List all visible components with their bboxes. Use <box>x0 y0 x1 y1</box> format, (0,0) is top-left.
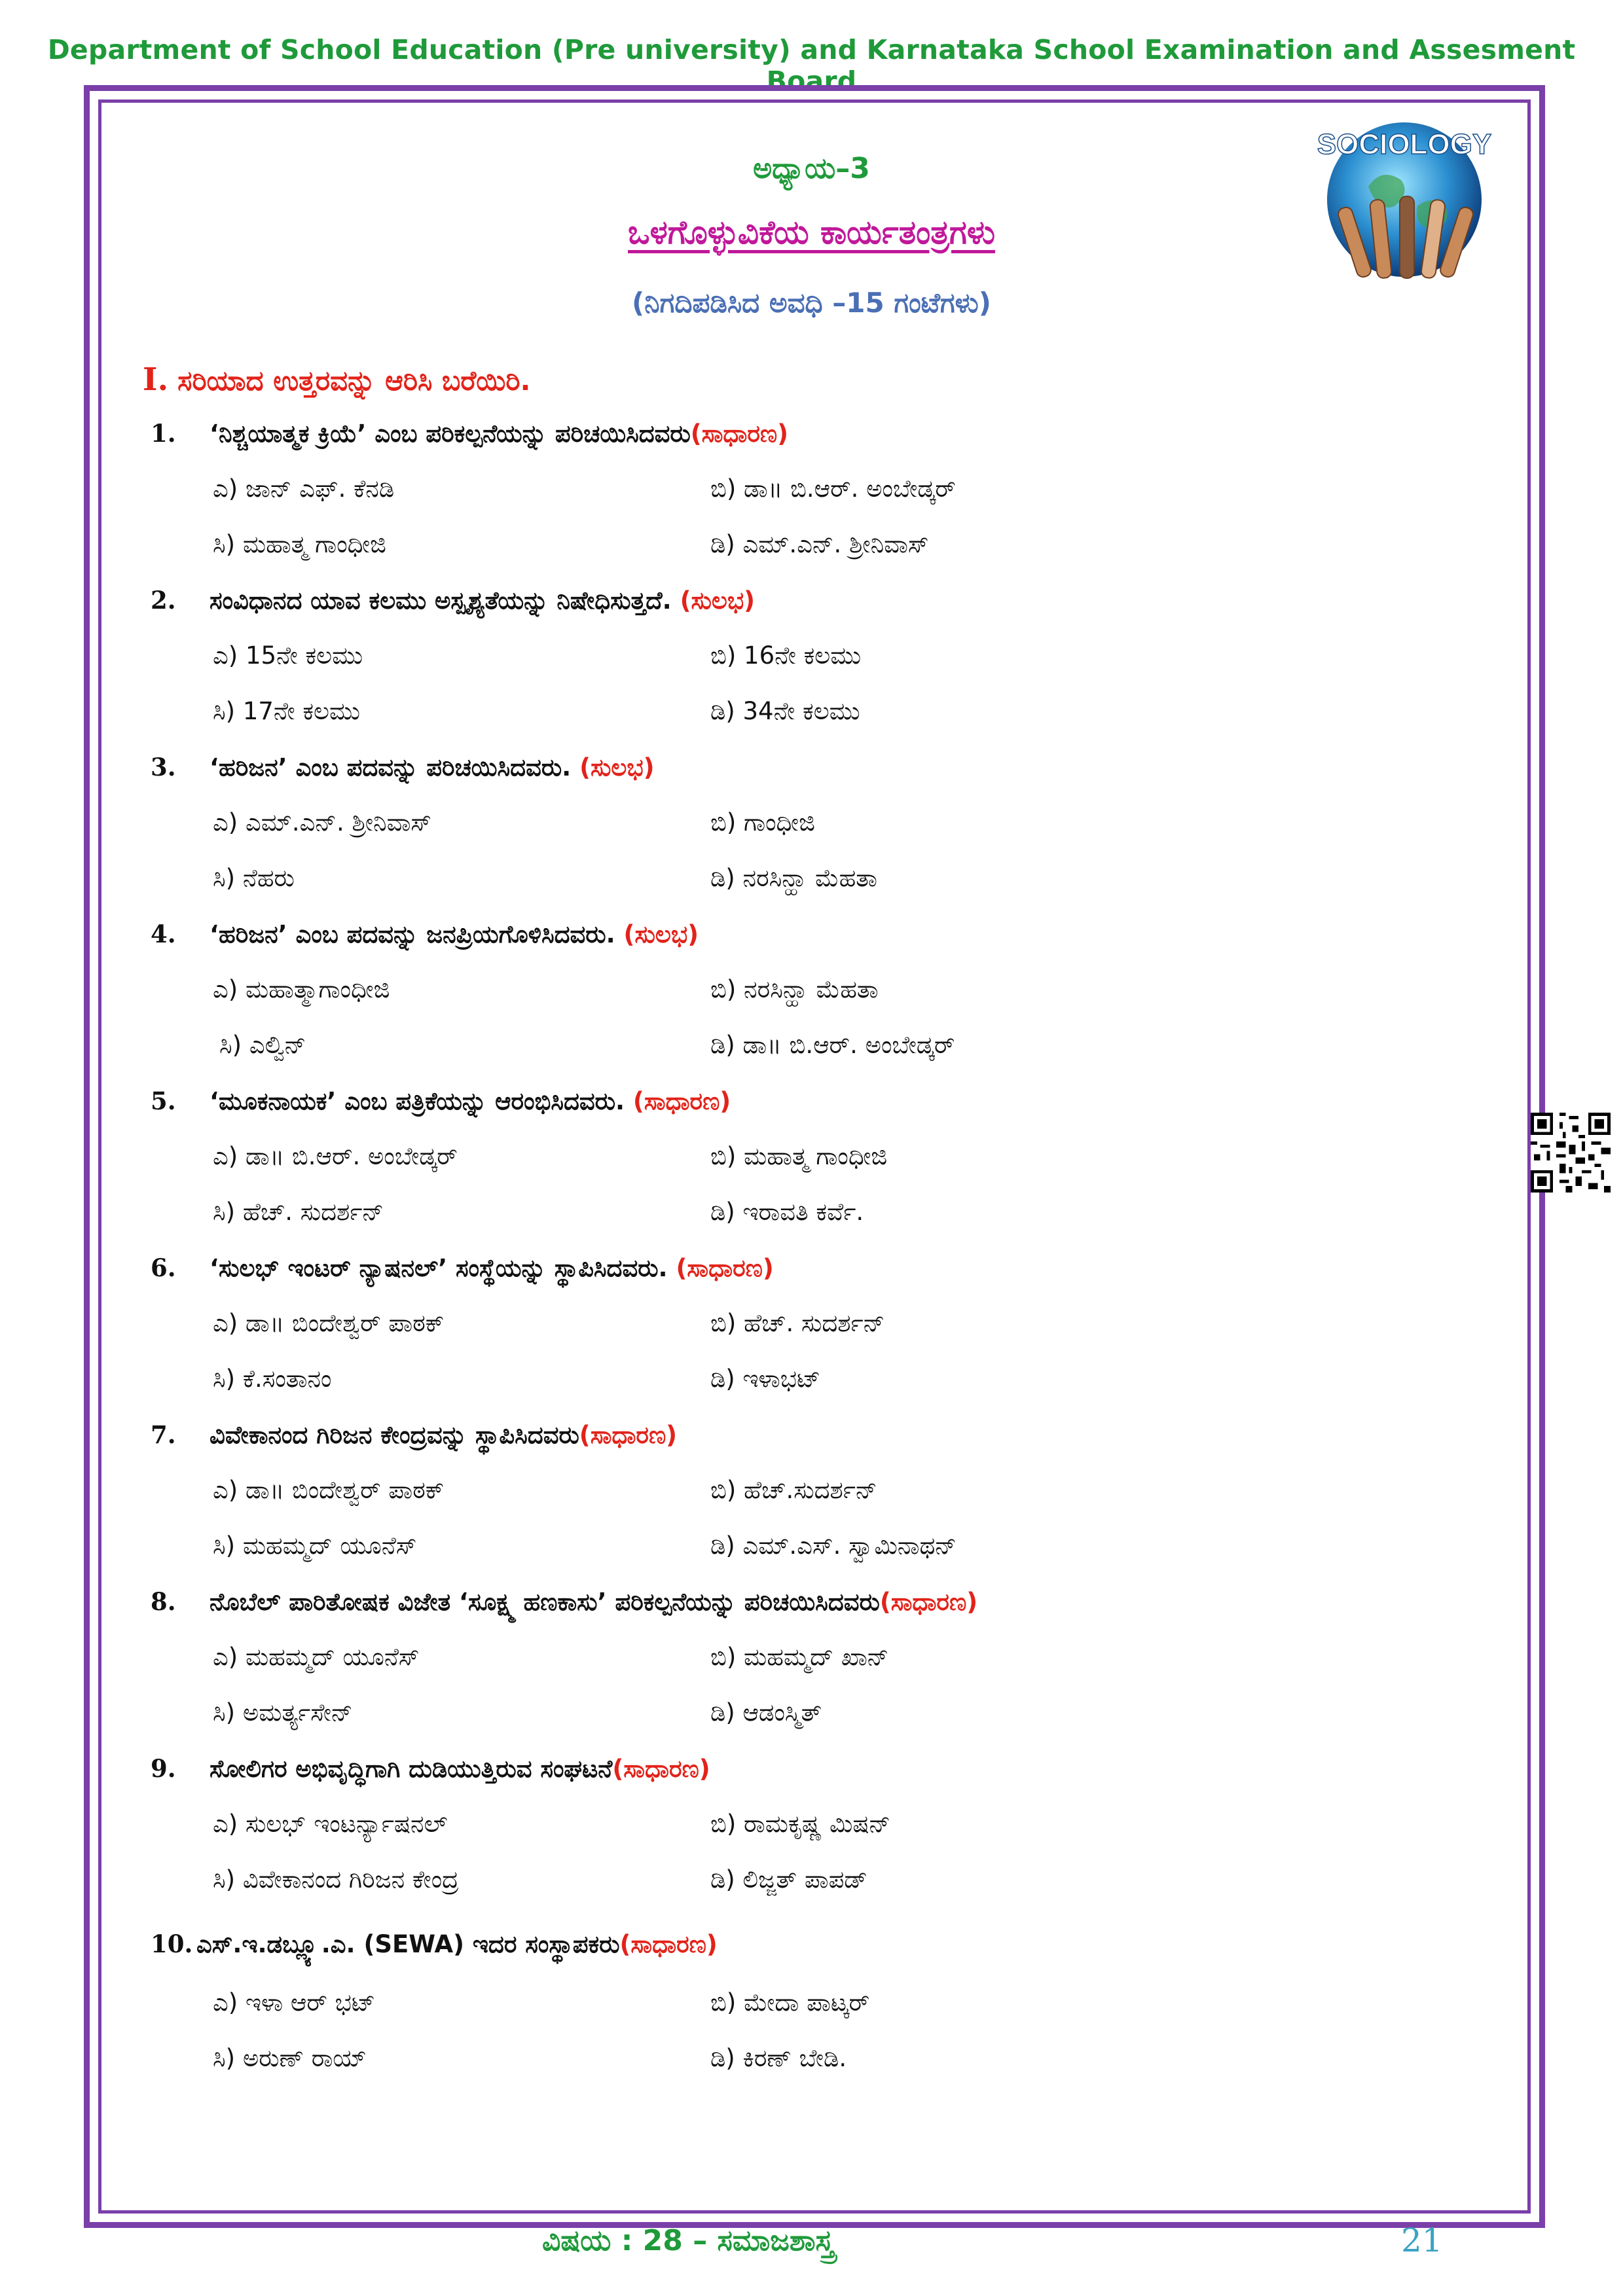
option-a: ಎ) ಎಮ್.ಎನ್. ಶ್ರೀನಿವಾಸ್ <box>213 808 432 836</box>
question <box>151 1754 1460 1784</box>
option-d: ಡಿ) ನರಸಿನ್ಹಾ ಮೆಹತಾ <box>710 864 877 892</box>
question <box>151 419 1460 448</box>
question-text: ‘ಹರಿಜನ’ ಎಂಬ ಪದವನ್ನು ಪರಿಚಯಿಸಿದವರು. <box>210 753 580 781</box>
question <box>151 1253 1460 1283</box>
option-b: ಬಿ) ರಾಮಕೃಷ್ಣ ಮಿಷನ್ <box>710 1810 891 1838</box>
difficulty-label: (ಸುಲಭ) <box>623 920 699 948</box>
footer-subject: ವಿಷಯ : 28 – ಸಮಾಜಶಾಸ್ತ್ರ <box>542 2224 834 2257</box>
option-d: ಡಿ) ಇರಾವತಿ ಕರ್ವೆ. <box>710 1198 864 1226</box>
difficulty-label: (ಸಾಧಾರಣ) <box>612 1755 710 1783</box>
option-b: ಬಿ) ನರಸಿನ್ಹಾ ಮೆಹತಾ <box>710 975 879 1003</box>
difficulty-label: (ಸುಲಭ) <box>579 753 655 781</box>
chapter-duration: (ನಿಗದಿಪಡಿಸಿದ ಅವಧಿ –15 ಗಂಟೆಗಳು) <box>632 287 991 319</box>
option-d: ಡಿ) ಎಮ್.ಎಸ್. ಸ್ವಾಮಿನಾಥನ್ <box>710 1532 957 1560</box>
question-number: 2. <box>151 586 176 615</box>
option-b: ಬಿ) ಮಹಾತ್ಮ ಗಾಂಧೀಜಿ <box>710 1142 888 1170</box>
option-c: ಸಿ) ಹೆಚ್. ಸುದರ್ಶನ್ <box>213 1198 384 1226</box>
section-instruction: ಸರಿಯಾದ ಉತ್ತರವನ್ನು ಆರಿಸಿ ಬರೆಯಿರಿ. <box>177 365 531 397</box>
question-text: ಸಂವಿಧಾನದ ಯಾವ ಕಲಮು ಅಸ್ಪೃಶ್ಯತೆಯನ್ನು ನಿಷೇಧಿಸುತ್ತದೆ. <box>210 586 680 615</box>
option-d: ಡಿ) ಕಿರಣ್ ಬೇಡಿ. <box>710 2044 847 2072</box>
qr-code[interactable] <box>1531 1113 1611 1193</box>
option-b: ಬಿ) ಹೆಚ್.ಸುದರ್ಶನ್ <box>710 1476 877 1504</box>
option-b: ಬಿ) ಮೇದಾ ಪಾಟ್ಕರ್ <box>710 1988 870 2017</box>
question-number: 5. <box>151 1086 176 1115</box>
option-b: ಬಿ) ಗಾಂಧೀಜಿ <box>710 808 815 836</box>
question-text: ಸೋಲಿಗರ ಅಭಿವೃದ್ಧಿಗಾಗಿ ದುಡಿಯುತ್ತಿರುವ ಸಂಘಟನೆ <box>210 1755 613 1783</box>
question-text: ವಿವೇಕಾನಂದ ಗಿರಿಜನ ಕೇಂದ್ರವನ್ನು ಸ್ಥಾಪಿಸಿದವರು <box>210 1421 579 1449</box>
question <box>151 1086 1460 1116</box>
option-a: ಎ) ಮಹಮ್ಮದ್ ಯೂನೆಸ್ <box>213 1643 420 1671</box>
difficulty-label: (ಸಾಧಾರಣ) <box>676 1254 774 1282</box>
question-number: 1. <box>151 419 176 448</box>
option-a: ಎ) 15ನೇ ಕಲಮು <box>213 641 363 670</box>
option-c: ಸಿ) ವಿವೇಕಾನಂದ ಗಿರಿಜನ ಕೇಂದ್ರ <box>213 1865 459 1893</box>
option-a: ಎ) ಡಾ॥ ಬಿಂದೇಶ್ವರ್ ಪಾಠಕ್ <box>213 1476 445 1504</box>
option-c: ಸಿ) ಮಹಮ್ಮದ್ ಯೂನೆಸ್ <box>213 1532 417 1560</box>
question <box>151 1420 1460 1450</box>
option-a: ಎ) ಡಾ॥ ಬಿ.ಆರ್. ಅಂಬೇಡ್ಕರ್ <box>213 1142 458 1170</box>
question-number: 10. <box>151 1929 193 1958</box>
option-d: ಡಿ) 34ನೇ ಕಲಮು <box>710 697 860 725</box>
chapter-number: ಅಧ್ಯಾಯ–3 <box>753 152 870 185</box>
section-roman: I. <box>143 361 169 398</box>
question <box>151 1929 1460 1959</box>
question-text: ನೊಬೆಲ್ ಪಾರಿತೋಷಕ ವಿಜೇತ ‘ಸೂಕ್ಷ್ಮ ಹಣಕಾಸು’ ಪರಿಕಲ್ಪನೆಯನ್ನು ಪರಿಚಯಿಸಿದವರು <box>210 1588 880 1616</box>
difficulty-label: (ಸುಲಭ) <box>680 586 756 615</box>
question-number: 8. <box>151 1587 176 1616</box>
option-a: ಎ) ಸುಲಭ್ ಇಂಟರ್ನ್ಯಾಷನಲ್ <box>213 1810 448 1838</box>
option-a: ಎ) ಡಾ॥ ಬಿಂದೇಶ್ವರ್ ಪಾಠಕ್ <box>213 1309 445 1337</box>
question-text: ಎಸ್.ಇ.ಡಬ್ಲ್ಯೂ.ಎ. (SEWA) ಇದರ ಸಂಸ್ಥಾಪಕರು <box>196 1930 620 1958</box>
question-text: ‘ನಿಶ್ಚಯಾತ್ಮಕ ಕ್ರಿಯೆ’ ಎಂಬ ಪರಿಕಲ್ಪನೆಯನ್ನು ಪರಿಚಯಿಸಿದವರು <box>210 420 691 448</box>
option-d: ಡಿ) ಲಿಜ್ಜತ್ ಪಾಪಡ್ <box>710 1865 867 1893</box>
section-heading <box>143 361 531 398</box>
option-c: ಸಿ) 17ನೇ ಕಲಮು <box>213 697 360 725</box>
option-b: ಬಿ) ಡಾ॥ ಬಿ.ಆರ್. ಅಂಬೇಡ್ಕರ್ <box>710 475 956 503</box>
question <box>151 586 1460 615</box>
chapter-title: ಒಳಗೊಳ್ಳುವಿಕೆಯ ಕಾರ್ಯತಂತ್ರಗಳು <box>628 213 995 251</box>
option-a: ಎ) ಜಾನ್ ಎಫ್. ಕೆನಡಿ <box>213 475 395 503</box>
question-text: ‘ಹರಿಜನ’ ಎಂಬ ಪದವನ್ನು ಜನಪ್ರಿಯಗೊಳಿಸಿದವರು. <box>210 920 624 948</box>
option-c: ಸಿ) ಅಮರ್ತ್ಯಸೇನ್ <box>213 1698 353 1727</box>
option-c: ಸಿ) ಎಲ್ವಿನ್ <box>219 1031 306 1059</box>
question-text: ‘ಮೂಕನಾಯಕ’ ಎಂಬ ಪತ್ರಿಕೆಯನ್ನು ಆರಂಭಿಸಿದವರು. <box>210 1087 633 1115</box>
option-d: ಡಿ) ಡಾ॥ ಬಿ.ಆರ್. ಅಂಬೇಡ್ಕರ್ <box>710 1031 955 1059</box>
option-d: ಡಿ) ಎಮ್.ಎನ್. ಶ್ರೀನಿವಾಸ್ <box>710 530 929 558</box>
page-number: 21 <box>1401 2221 1443 2259</box>
question-number: 4. <box>151 920 176 948</box>
option-a: ಎ) ಮಹಾತ್ಮಾಗಾಂಧೀಜಿ <box>213 975 390 1003</box>
option-a: ಎ) ಇಳಾ ಆರ್ ಭಟ್ <box>213 1988 376 2017</box>
option-b: ಬಿ) 16ನೇ ಕಲಮು <box>710 641 862 670</box>
difficulty-label: (ಸಾಧಾರಣ) <box>632 1087 731 1115</box>
option-b: ಬಿ) ಹೆಚ್. ಸುದರ್ಶನ್ <box>710 1309 885 1337</box>
option-c: ಸಿ) ಕೆ.ಸಂತಾನಂ <box>213 1365 332 1393</box>
logo-text: SOCIOLOGY <box>1317 128 1492 160</box>
board-header: Department of School Education (Pre university) and Karnataka School Examination and Assesment Board <box>47 34 1576 97</box>
option-c: ಸಿ) ಮಹಾತ್ಮ ಗಾಂಧೀಜಿ <box>213 530 387 558</box>
option-d: ಡಿ) ಇಳಾಭಟ್ <box>710 1365 821 1393</box>
difficulty-label: (ಸಾಧಾರಣ) <box>579 1421 678 1449</box>
question-number: 6. <box>151 1253 176 1282</box>
question <box>151 1587 1460 1617</box>
option-c: ಸಿ) ಅರುಣ್ ರಾಯ್ <box>213 2044 367 2072</box>
option-b: ಬಿ) ಮಹಮ್ಮದ್ ಖಾನ್ <box>710 1643 889 1671</box>
question <box>151 920 1460 949</box>
question-number: 7. <box>151 1420 176 1449</box>
difficulty-label: (ಸಾಧಾರಣ) <box>690 420 789 448</box>
question-number: 3. <box>151 753 176 781</box>
question-number: 9. <box>151 1754 176 1783</box>
option-d: ಡಿ) ಆಡಂಸ್ಮಿತ್ <box>710 1698 822 1727</box>
difficulty-label: (ಸಾಧಾರಣ) <box>619 1930 718 1958</box>
difficulty-label: (ಸಾಧಾರಣ) <box>879 1588 978 1616</box>
question <box>151 753 1460 782</box>
question-text: ‘ಸುಲಭ್ ಇಂಟರ್ ನ್ಯಾಷನಲ್’ ಸಂಸ್ಥೆಯನ್ನು ಸ್ಥಾಪಿಸಿದವರು. <box>210 1254 676 1282</box>
option-c: ಸಿ) ನೆಹರು <box>213 864 295 892</box>
sociology-logo <box>1309 108 1499 285</box>
